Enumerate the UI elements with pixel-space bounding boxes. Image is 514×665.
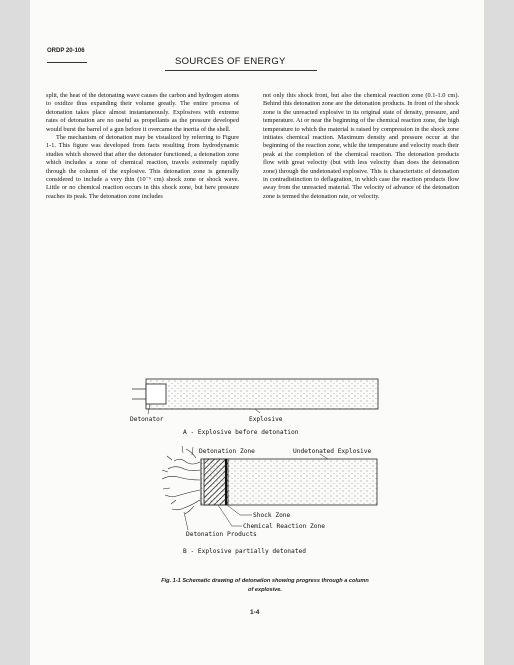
explosive-column-b	[201, 459, 377, 505]
paragraph: not only this shock front, but also the chemical reaction zone (0.1-1.0 cm). Behind this detonation zone are the detonation products. In front of the shock zone is the unreacted explosive in its original state of density, pressure, and temperature. At or near the beginning of the chemical reaction zone, the high temperature to which the material is raised by compression in the shock zone initiates chemical reaction. Maximum density and pressure occur at the beginning of the reaction zone, while the temperature and velocity reach their peak at the completion of the chemical reaction. The detonation products flow with great velocity (but with less velocity than does the detonation zone) through the undetonated explosive. This is characteristic of detonation in contradistinction to deflagration, in which case the reaction products flow away from the unreacted material. The velocity of advance of the detonation zone is termed the detonation rate, or velocity.	[263, 92, 459, 200]
label-undetonated-explosive: Undetonated Explosive	[293, 448, 372, 455]
explosive-column-a	[132, 379, 378, 409]
caption-b: B - Explosive partially detonated	[183, 548, 306, 555]
document-number: ORDP 20-106	[47, 48, 85, 54]
label-detonation-products: Detonation Products	[186, 531, 257, 538]
label-chemical-reaction-zone: Chemical Reaction Zone	[243, 523, 325, 530]
page-title: SOURCES OF ENERGY	[175, 56, 286, 67]
paragraph: The mechanism of detonation may be visualized by referring to Figure 1-1. This figure was developed from facts resulting from hydrodynamic studies which showed that after the detonator functioned, a detonation zone which includes a zone of chemical reaction, travels extremely rapidly through the column of the explosive. This detonation zone is generally considered to include a very thin (10⁻⁶ cm) shock zone or shock wave. Little or no chemical reaction occurs in this shock zone, but here pressure reaches its peak. The detonation zone includes	[46, 134, 239, 200]
label-detonation-zone: Detonation Zone	[199, 448, 255, 455]
label-shock-zone: Shock Zone	[253, 512, 291, 519]
detonation-zone	[204, 459, 228, 505]
page-number: 1-4	[250, 609, 260, 616]
figure-caption	[120, 577, 410, 595]
label-explosive: Explosive	[249, 416, 283, 423]
paragraph: split, the heat of the detonating wave causes the carbon and hydrogen atoms to oxidize thus expanding their volume greatly. The entire process of detonation takes place almost instantaneously. Explosives with extreme rates of detonation are no useful as propellants as the pressure developed would burst the barrel of a gun before it overcame the inertia of the shell.	[46, 92, 239, 133]
caption-a: A - Explosive before detonation	[183, 429, 299, 436]
detonator-cap	[146, 384, 166, 404]
detonation-products-burst	[162, 449, 200, 514]
figure-caption-line-2: of explosive.	[248, 587, 282, 593]
label-detonator: Detonator	[130, 416, 164, 423]
figure-caption-line-1: Fig. 1-1 Schematic drawing of detonation showing progress through a column	[161, 578, 369, 584]
